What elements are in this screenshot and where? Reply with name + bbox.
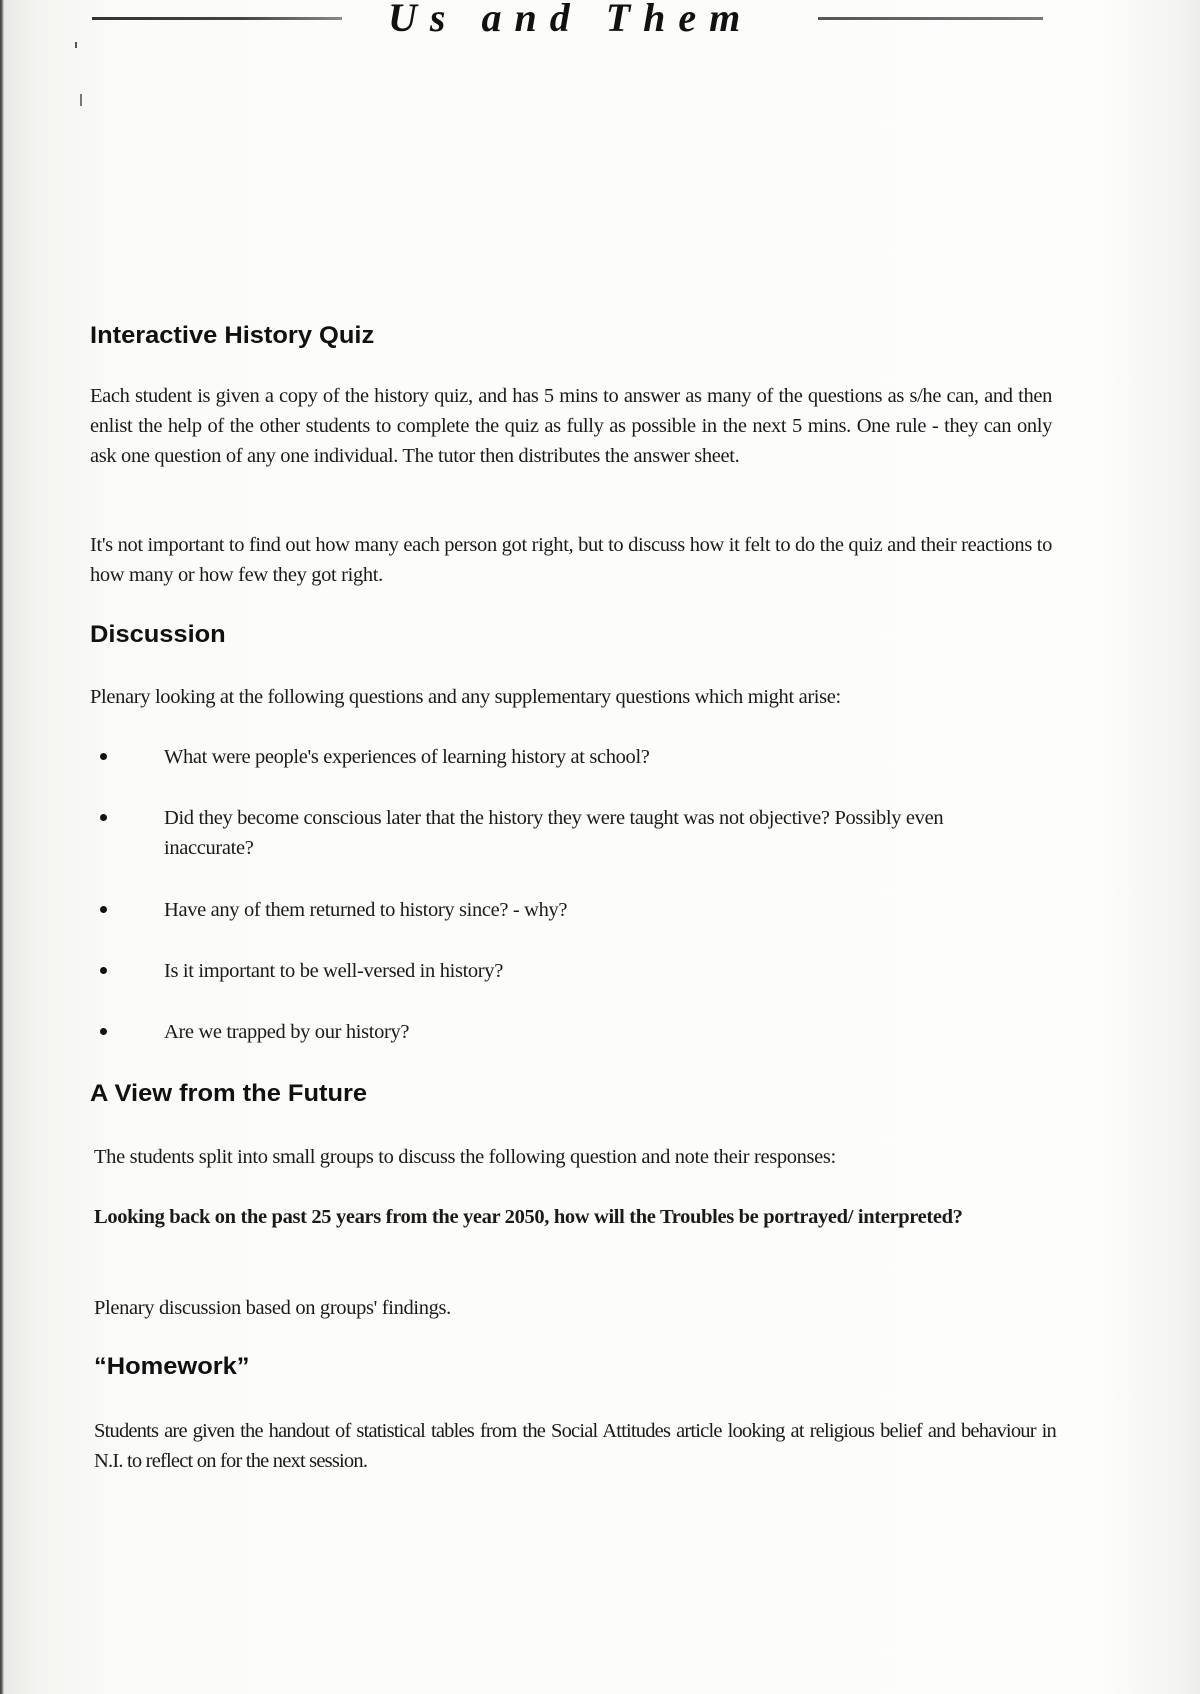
bullet-text: What were people's experiences of learning history at school? bbox=[164, 746, 650, 768]
page-header bbox=[0, 0, 1200, 60]
bullet-icon bbox=[100, 906, 107, 913]
margin-mark bbox=[80, 94, 82, 106]
bullet-icon bbox=[100, 814, 107, 821]
future-closing: Plenary discussion based on groups' findings. bbox=[94, 1297, 451, 1319]
homework-text: Students are given the handout of statistical tables from the Social Attitudes article looking at religious belief and behaviour in N.I. to reflect on for the next session. bbox=[94, 1420, 1056, 1472]
quiz-paragraph-1: Each student is given a copy of the history quiz, and has 5 mins to answer as many of the questions as s/he can, and then enlist the help of the other students to complete the quiz as fully as possible in the next 5 mins. One rule - they can only ask one question of any one individual. The tutor then distributes the answer sheet. bbox=[90, 385, 1052, 467]
section-heading-discussion: Discussion bbox=[90, 621, 226, 648]
section-heading-future: A View from the Future bbox=[90, 1080, 368, 1107]
header-rule-right bbox=[818, 17, 1043, 20]
bullet-text: Is it important to be well-versed in history? bbox=[164, 960, 503, 982]
section-heading-quiz: Interactive History Quiz bbox=[90, 322, 375, 349]
bullet-icon bbox=[100, 753, 107, 760]
bullet-text: Did they become conscious later that the history they were taught was not objective? Possibly even inaccurate? bbox=[164, 807, 944, 859]
bullet-text: Are we trapped by our history? bbox=[164, 1021, 410, 1043]
discussion-intro: Plenary looking at the following questions and any supplementary questions which might arise: bbox=[90, 686, 841, 708]
future-intro: The students split into small groups to discuss the following question and note their responses: bbox=[94, 1146, 836, 1168]
margin-mark bbox=[75, 42, 77, 48]
quiz-paragraph-2: It's not important to find out how many each person got right, but to discuss how it felt to do the quiz and their reactions to how many or how few they got right. bbox=[90, 534, 1052, 586]
section-heading-homework: “Homework” bbox=[94, 1353, 250, 1380]
bullet-icon bbox=[100, 1028, 107, 1035]
bullet-icon bbox=[100, 967, 107, 974]
future-question: Looking back on the past 25 years from the year 2050, how will the Troubles be portrayed/ interpreted? bbox=[94, 1206, 963, 1228]
bullet-text: Have any of them returned to history since? - why? bbox=[164, 899, 568, 921]
header-rule-left bbox=[92, 17, 342, 20]
document-title: Us and Them bbox=[388, 0, 754, 40]
